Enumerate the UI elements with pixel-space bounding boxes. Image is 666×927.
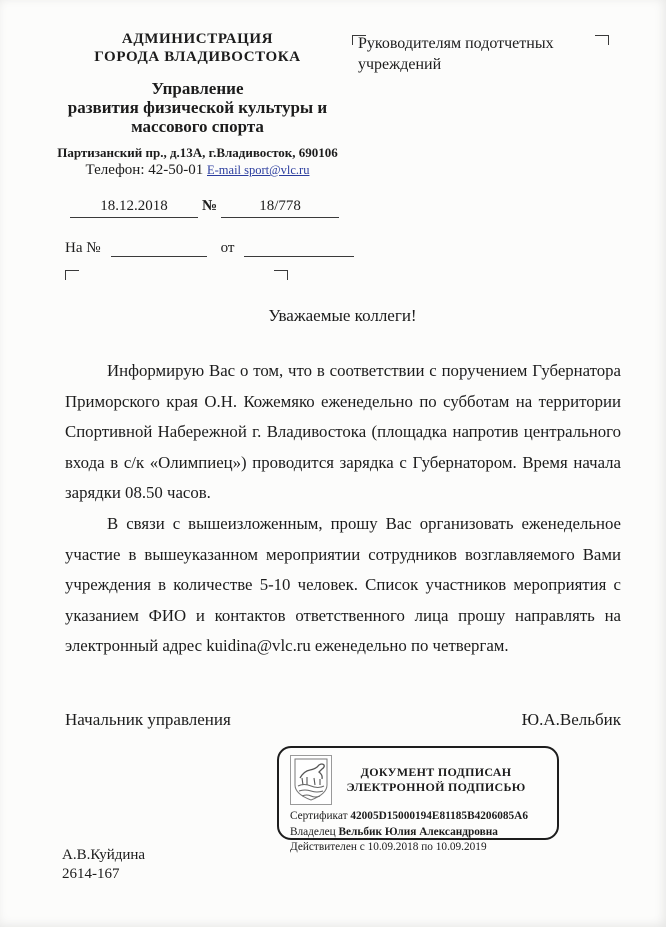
organization-name-line2: ГОРОДА ВЛАДИВОСТОКА — [94, 49, 301, 65]
validity-from: 10.09.2018 — [367, 841, 419, 853]
stamp-validity-line — [290, 840, 546, 856]
reply-from-label: от — [220, 240, 235, 256]
organization-name — [55, 30, 340, 66]
corner-mark-bottom-right — [274, 270, 288, 280]
phone-line — [55, 161, 340, 179]
reply-number-blank — [111, 241, 207, 257]
signer-position: Начальник управления — [65, 710, 231, 729]
reply-reference-line — [65, 240, 354, 257]
corner-mark-bottom-left — [65, 270, 79, 280]
postal-address: Партизанский пр., д.13А, г.Владивосток, 690106 — [57, 145, 338, 160]
stamp-title-line1: ДОКУМЕНТ ПОДПИСАН — [360, 765, 512, 779]
recipient-line1: Руководителям подотчетных — [358, 35, 554, 52]
signer-name: Ю.А.Вельбик — [521, 710, 621, 729]
number-sign: № — [202, 198, 218, 214]
reply-date-blank — [244, 241, 354, 257]
owner-label: Владелец — [290, 825, 336, 838]
validity-separator: по — [421, 841, 433, 853]
letterhead — [55, 30, 340, 179]
certificate-label: Сертификат — [290, 810, 348, 822]
letter-date: 18.12.2018 — [70, 198, 198, 218]
body-paragraph-1: Информирую Вас о том, что в соответствии с поручением Губернатора Приморского края О.Н. Кожемяко еженедельно по субботам на территории Спортивной Набережной г. Владивостока (площадка напротив центрального входа в с/к «Олимпиец») проводится зарядка с Губернатором. Время начала зарядки 08.50 часов. — [65, 361, 621, 503]
stamp-certificate-line — [290, 809, 546, 825]
executor-phone: 2614-167 — [62, 866, 120, 882]
signature-row — [65, 710, 621, 730]
validity-to: 10.09.2019 — [435, 841, 487, 853]
department-name-line2: развития физической культуры и — [67, 98, 328, 117]
owner-value: Вельбик Юлия Александровна — [338, 825, 498, 838]
department-name-line1: Управление — [151, 79, 244, 98]
phone-number: Телефон: 42-50-01 — [85, 162, 204, 178]
stamp-title-line2: ЭЛЕКТРОННОЙ ПОДПИСЬЮ — [346, 780, 526, 794]
validity-label: Действителен с — [290, 841, 365, 853]
executor-name: А.В.Куйдина — [62, 847, 146, 863]
reply-number-label: На № — [65, 240, 101, 256]
email-link[interactable]: E-mail sport@vlc.ru — [207, 163, 310, 177]
reference-line — [70, 198, 340, 218]
vladivostok-coat-of-arms-icon — [290, 755, 332, 805]
executor-block — [62, 846, 145, 884]
stamp-owner-line — [290, 825, 546, 841]
stamp-details — [290, 809, 546, 856]
stamp-header — [290, 755, 546, 805]
letter-body — [65, 356, 621, 662]
certificate-value: 42005D15000194E81185B4206085A6 — [350, 810, 528, 822]
recipient-line2: учреждений — [358, 56, 442, 73]
organization-name-line1: АДМИНИСТРАЦИЯ — [121, 31, 274, 47]
stamp-title — [332, 765, 546, 795]
recipient-block — [358, 33, 598, 75]
body-paragraph-2: В связи с вышеизложенным, прошу Вас организовать еженедельное участие в вышеуказанном мероприятии сотрудников возглавляемого Вами учреждения в количестве 5-10 человек. Список участников мероприятия с указанием ФИО и контактов ответственного лица прошу направлять на электронный адрес kuidina@vlc.ru еженедельно по четвергам. — [65, 513, 621, 656]
department-name-line3: массового спорта — [131, 117, 264, 136]
electronic-signature-stamp — [277, 746, 559, 853]
department-name — [55, 79, 340, 136]
salutation: Уважаемые коллеги! — [268, 306, 417, 325]
letter-number: 18/778 — [221, 198, 339, 218]
